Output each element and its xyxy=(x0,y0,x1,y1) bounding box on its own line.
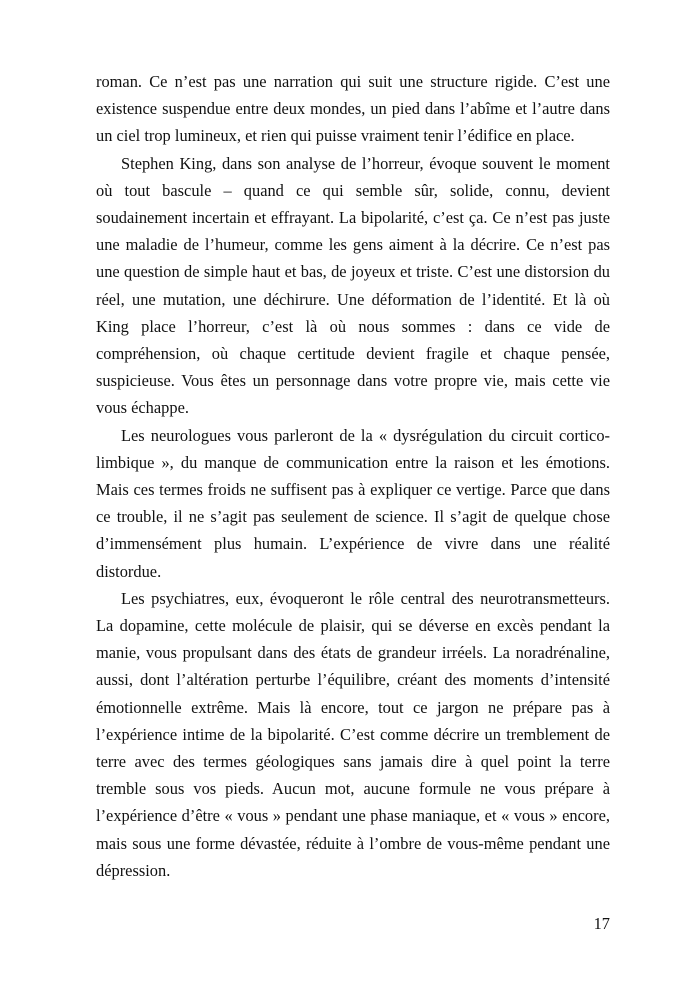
body-text-column xyxy=(96,68,610,884)
paragraph-3: Les neurologues vous parleront de la « dysrégulation du circuit cortico-limbique », du manque de communication entre la raison et les émotions. Mais ces termes froids ne suffisent pas à expliquer ce vertige. Parce que dans ce trouble, il ne s’agit pas seulement de science. Il s’agit de quelque chose d’immensément plus humain. L’expérience de vivre dans une réalité distordue. xyxy=(96,425,610,581)
paragraph-2: Stephen King, dans son analyse de l’horreur, évoque souvent le moment où tout bascule – quand ce qui semble sûr, solide, connu, devient soudainement incertain et effrayant. La bipolarité, c’est ça. Ce n’est pas juste une maladie de l’humeur, comme les gens aiment à la décrire. Ce n’est pas une question de simple haut et bas, de joyeux et triste. C’est une distorsion du réel, une mutation, une déchirure. Une déformation de l’identité. Et là où King place l’horreur, c’est là où nous sommes : dans ce vide de compréhension, où chaque certitude devient fragile et chaque pensée, suspicieuse. Vous êtes un personnage dans votre propre vie, mais cette vie vous échappe. xyxy=(96,153,610,418)
paragraph-4: Les psychiatres, eux, évoqueront le rôle central des neurotransmetteurs. La dopamine, cette molécule de plaisir, qui se déverse en excès pendant la manie, vous propulsant dans des états de grandeur irréels. La noradrénaline, aussi, dont l’altération perturbe l’équilibre, créant des moments d’intensité émotionnelle extrême. Mais là encore, tout ce jargon ne prépare pas à l’expérience intime de la bipolarité. C’est comme décrire un tremblement de terre avec des termes géologiques sans jamais dire à quel point la terre tremble sous vos pieds. Aucun mot, aucune formule ne vous prépare à l’expérience d’être « vous » pendant une phase maniaque, et « vous » encore, mais sous une forme dévastée, réduite à l’ombre de vous-même pendant une dépression. xyxy=(96,588,610,880)
page-number: 17 xyxy=(593,914,610,933)
paragraph-1: roman. Ce n’est pas une narration qui suit une structure rigide. C’est une existence suspendue entre deux mondes, un pied dans l’abîme et l’autre dans un ciel trop lumineux, et rien qui puisse vraiment tenir l’édifice en place. xyxy=(96,72,610,146)
